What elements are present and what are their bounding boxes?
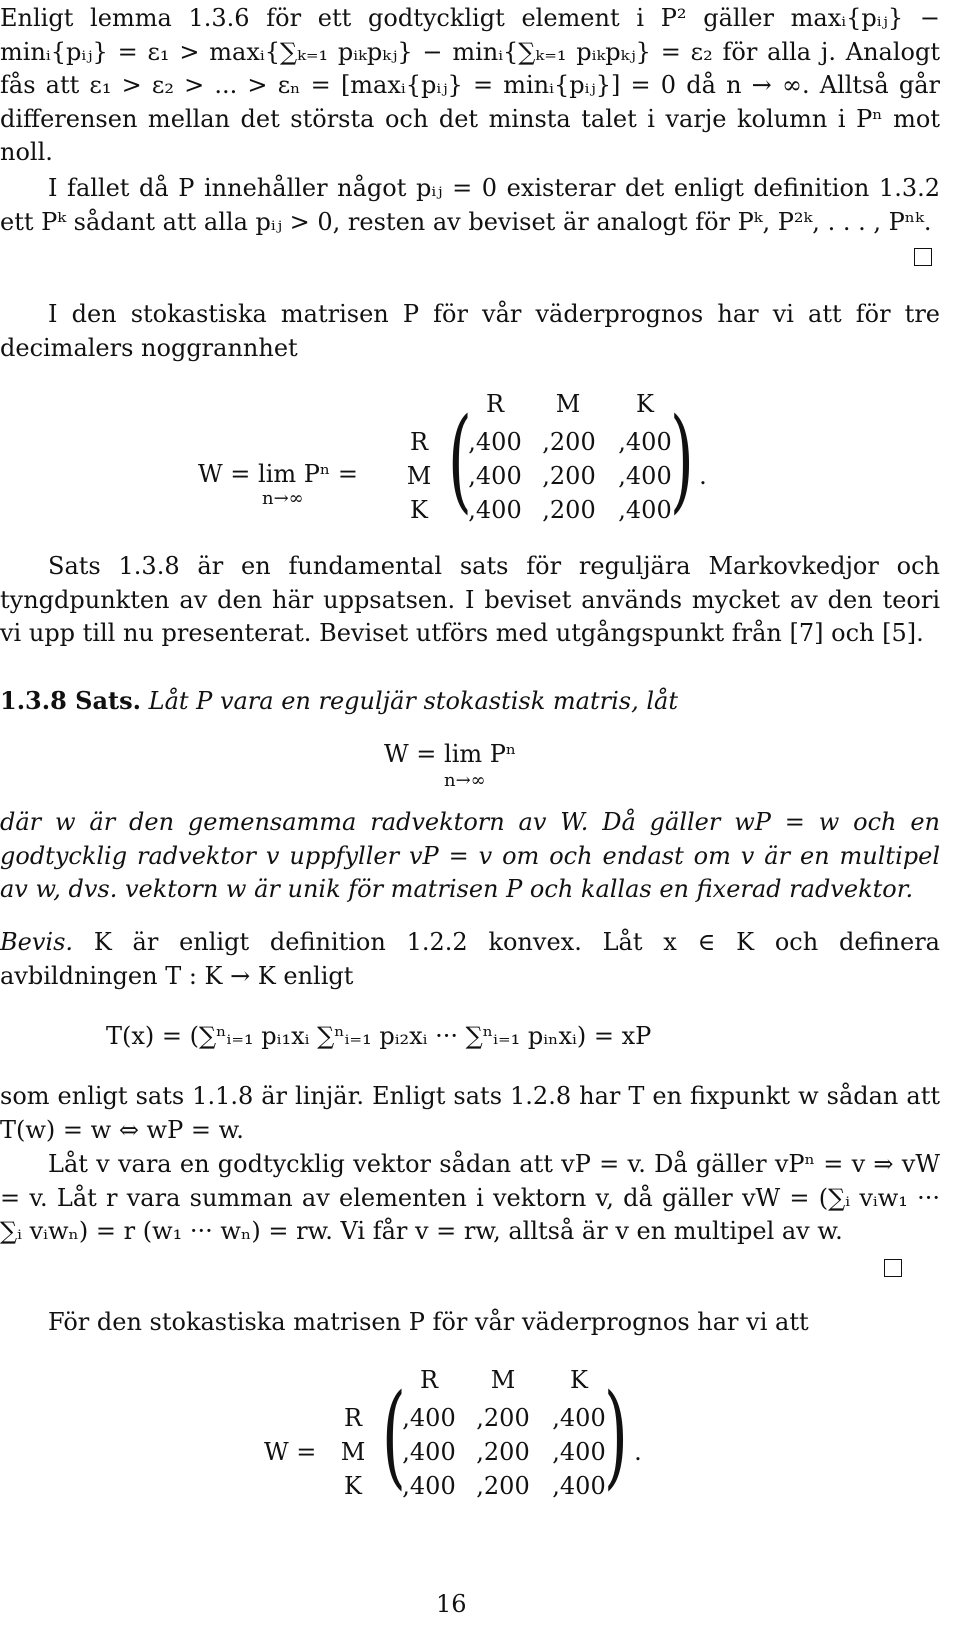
row-label: R [409,428,429,456]
matrix-cell: ,400 [618,496,672,524]
row-label: K [410,496,428,524]
paragraph-case-zero: I fallet då P innehåller något pᵢⱼ = 0 existerar det enligt definition 1.3.2 ett Pᵏ sådant att alla pᵢⱼ > 0, resten av beviset är analogt för Pᵏ, P²ᵏ, . . . , Pⁿᵏ. [0,174,940,236]
matrix-cell: ,400 [618,462,672,490]
row-label: M [340,1438,366,1466]
row-label: M [406,462,432,490]
right-paren: ) [603,1371,628,1501]
col-label: R [419,1366,439,1394]
limit-equation: W = lim Pⁿ [384,740,517,768]
theorem-heading: 1.3.8 Sats. [0,686,141,715]
proof-heading: Bevis. [0,928,74,956]
page-number: 16 [436,1590,467,1618]
col-label: K [570,1366,588,1394]
weather-matrix [0,1360,960,1520]
col-label: K [636,390,654,418]
matrix-cell: ,400 [402,1472,456,1500]
matrix-cell: ,200 [542,496,596,524]
matrix-cell: ,400 [552,1438,606,1466]
matrix-lhs: W = [264,1438,317,1466]
row-label: R [343,1404,363,1432]
matrix-cell: ,400 [618,428,672,456]
matrix-cell: ,200 [476,1472,530,1500]
matrix-cell: ,400 [468,496,522,524]
matrix-lhs: W = lim Pⁿ = [198,460,359,488]
matrix-cell: ,400 [468,428,522,456]
limit-matrix [0,384,960,534]
matrix-period: . [634,1438,642,1466]
right-paren: ) [669,395,694,525]
matrix-cell: ,200 [476,1438,530,1466]
qed-box [884,1259,902,1277]
paragraph-sats-intro: Sats 1.3.8 är en fundamental sats för reguljära Markovkedjor och tyngdpunkten av den här uppsatsen. I beviset används mycket av den teori vi upp till nu presenterat. Beviset utförs med utgångspunkt från [7] och [5]. [0,552,940,647]
matrix-cell: ,400 [468,462,522,490]
paragraph-multiple: Låt v vara en godtycklig vektor sådan att vP = v. Då gäller vPⁿ = v ⇒ vW = v. Låt r vara summan av elementen i vektorn v, då gäller vW = (∑ᵢ vᵢw₁ ··· ∑ᵢ vᵢwₙ) = r (w₁ ··· wₙ) = rw. Vi får v = rw, alltså är v en multipel av w. [0,1150,940,1245]
matrix-cell: ,400 [402,1438,456,1466]
qed-box [914,248,932,266]
matrix-period: . [699,462,707,490]
col-label: M [555,390,581,418]
theorem-continuation: där w är den gemensamma radvektorn av W. Då gäller wP = w och en godtycklig radvektor v uppfyller vP = v om och endast om v är en multipel av w, dvs. vektorn w är unik för matrisen P och kallas en fixerad radvektor. [0,808,940,903]
left-paren: ( [381,1371,406,1501]
matrix-cell: ,400 [552,1404,606,1432]
row-label: K [344,1472,362,1500]
matrix-cell: ,200 [542,428,596,456]
paragraph-weather-matrix: I den stokastiska matrisen P för vår väderprognos har vi att för tre decimalers noggrannhet [0,300,940,362]
matrix-cell: ,400 [402,1404,456,1432]
paragraph-weather-result: För den stokastiska matrisen P för vår väderprognos har vi att [48,1308,809,1336]
matrix-cell: ,200 [542,462,596,490]
proof-text: K är enligt definition 1.2.2 konvex. Låt x ∈ K och definera avbildningen T : K → K enligt [0,928,940,990]
theorem-statement [0,684,940,719]
col-label: M [490,1366,516,1394]
limit-subscript: n→∞ [444,770,486,791]
left-paren: ( [447,395,472,525]
limit-subscript: n→∞ [262,488,304,509]
col-label: R [485,390,505,418]
theorem-text: Låt P vara en reguljär stokastisk matris, låt [148,687,678,715]
matrix-cell: ,200 [476,1404,530,1432]
paragraph-linear: som enligt sats 1.1.8 är linjär. Enligt sats 1.2.8 har T en fixpunkt w sådan att T(w) = w ⇔ wP = w. [0,1082,940,1144]
paragraph-lemma-proof: Enligt lemma 1.3.6 för ett godtyckligt element i P² gäller maxᵢ{pᵢⱼ} − minᵢ{pᵢⱼ} = ε₁ > maxᵢ{∑ₖ₌₁ pᵢₖpₖⱼ} − minᵢ{∑ₖ₌₁ pᵢₖpₖⱼ} = ε₂ för alla j. Analogt fås att ε₁ > ε₂ > ... > εₙ = [maxᵢ{pᵢⱼ} = minᵢ{pᵢⱼ}] = 0 då n → ∞. Alltså går differensen mellan det största och det minsta talet i varje kolumn i Pⁿ mot noll. [0,4,940,166]
matrix-cell: ,400 [552,1472,606,1500]
mapping-equation: T(x) = (∑ⁿᵢ₌₁ pᵢ₁xᵢ ∑ⁿᵢ₌₁ pᵢ₂xᵢ ··· ∑ⁿᵢ₌₁ pᵢₙxᵢ) = xP [106,1022,652,1050]
proof-start [0,926,940,993]
